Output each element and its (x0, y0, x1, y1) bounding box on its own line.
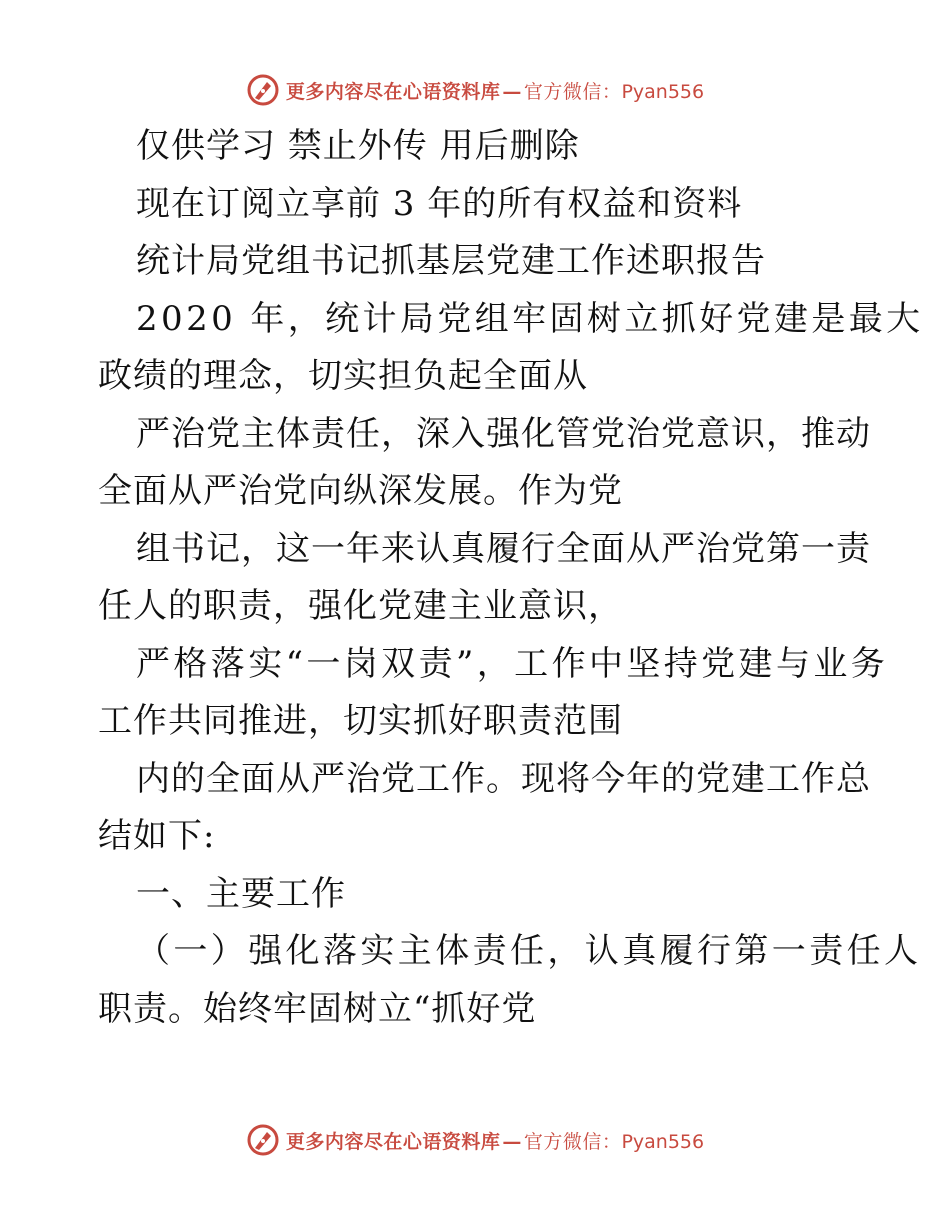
paragraph-line: 职责。始终牢固树立“抓好党 (98, 988, 537, 1029)
paragraph-line: 全面从严治党向纵深发展。作为党 (98, 471, 623, 511)
watermark-wechat-id: Pyan556 (621, 80, 705, 103)
paragraph-line: 工作共同推进，切实抓好职责范围 (98, 701, 623, 741)
footer-watermark (0, 1122, 950, 1158)
watermark-label: 官方微信： (523, 80, 622, 103)
document-body (98, 118, 924, 1038)
subsection-heading: （一）强化落实主体责任，认真履行第一责任人 (136, 931, 922, 971)
header-watermark (0, 72, 950, 108)
notice-line: 仅供学习 禁止外传 用后删除 (136, 126, 580, 166)
watermark-separator: — (502, 1130, 522, 1153)
paragraph-line: 组书记，这一年来认真履行全面从严治党第一责 (136, 528, 871, 569)
watermark-text (286, 1127, 704, 1154)
watermark-wechat-id: Pyan556 (621, 1130, 705, 1153)
paragraph-line: 内的全面从严治党工作。现将今年的党建工作总 (136, 758, 871, 799)
paragraph-line: 任人的职责，强化党建主业意识， (98, 586, 623, 626)
paragraph-line: 严格落实“一岗双责”，工作中坚持党建与业务 (136, 643, 889, 684)
paragraph-line: 政绩的理念，切实担负起全面从 (98, 356, 588, 396)
paragraph-line: 2020 年，统计局党组牢固树立抓好党建是最大 (136, 298, 924, 339)
watermark-main-text: 更多内容尽在心语资料库 (285, 1130, 501, 1153)
watermark-separator: — (502, 80, 522, 103)
paragraph-line: 严治党主体责任，深入强化管党治党意识，推动 (136, 413, 871, 454)
subscription-line: 现在订阅立享前 3 年的所有权益和资料 (136, 183, 743, 224)
watermark-label: 官方微信： (523, 1130, 622, 1153)
paragraph-line: 结如下: (98, 816, 216, 856)
pen-nib-circle-icon (246, 73, 280, 107)
document-title: 统计局党组书记抓基层党建工作述职报告 (136, 241, 766, 281)
section-heading: 一、主要工作 (136, 873, 346, 914)
watermark-main-text: 更多内容尽在心语资料库 (285, 80, 501, 103)
pen-nib-circle-icon (246, 1123, 280, 1157)
watermark-text (286, 77, 704, 104)
